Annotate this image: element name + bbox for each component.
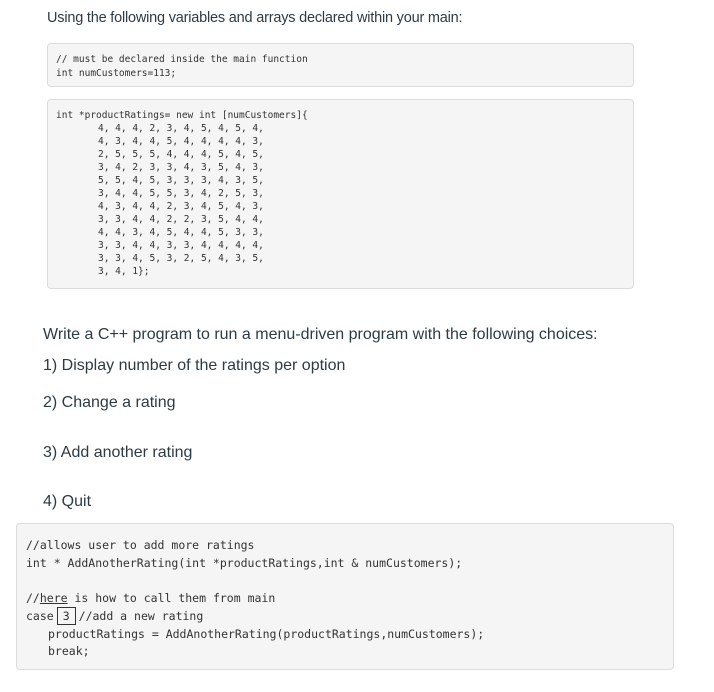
function-code-block [16,523,674,670]
code-comment: // must be declared inside the main function [56,54,308,65]
array-row: 3, 3, 4, 4, 2, 2, 3, 5, 4, 4, [98,214,264,225]
code-line: int numCustomers=113; [56,68,177,79]
array-declaration: int *productRatings= new int [numCustomers]{ [56,110,308,121]
array-row: 3, 4, 1}; [98,266,150,277]
array-row: 4, 3, 4, 4, 2, 3, 4, 5, 4, 3, [98,201,264,212]
array-row: 2, 5, 5, 5, 4, 4, 4, 5, 4, 5, [98,149,264,160]
menu-option-4: 4) Quit [43,493,92,510]
array-row: 3, 3, 4, 5, 3, 2, 5, 4, 3, 5, [98,253,264,264]
function-call: productRatings = AddAnotherRating(productRatings,numCustomers); [48,626,485,641]
array-row: 3, 4, 4, 5, 5, 3, 4, 2, 5, 3, [98,188,264,199]
array-row: 3, 3, 4, 4, 3, 3, 4, 4, 4, 4, [98,240,264,251]
array-row: 3, 4, 2, 3, 3, 4, 3, 5, 4, 3, [98,162,264,173]
menu-option-1: 1) Display number of the ratings per option [43,357,346,374]
case-number-box: 3 [57,607,76,625]
array-row: 4, 3, 4, 4, 5, 4, 4, 4, 4, 3, [98,136,264,147]
task-description: Write a C++ program to run a menu-driven program with the following choices: [43,326,598,343]
declaration-code-block [47,43,634,87]
code-comment: //allows user to add more ratings [26,538,255,552]
code-comment: //here is how to call them from main [26,590,276,605]
array-row: 4, 4, 3, 4, 5, 4, 4, 5, 3, 3, [98,227,264,238]
case-line: case 3 //add a new rating [26,609,204,623]
menu-option-3: 3) Add another rating [43,444,193,461]
intro-text: Using the following variables and arrays declared within your main: [47,10,463,26]
function-prototype: int * AddAnotherRating(int *productRatings,int & numCustomers); [26,555,463,570]
ratings-array-code-block [47,99,634,289]
array-row: 4, 4, 4, 2, 3, 4, 5, 4, 5, 4, [98,123,264,134]
menu-option-2: 2) Change a rating [43,394,176,411]
array-row: 5, 5, 4, 5, 3, 3, 3, 4, 3, 5, [98,175,264,186]
underlined-word: here [39,590,68,605]
break-statement: break; [48,644,90,658]
